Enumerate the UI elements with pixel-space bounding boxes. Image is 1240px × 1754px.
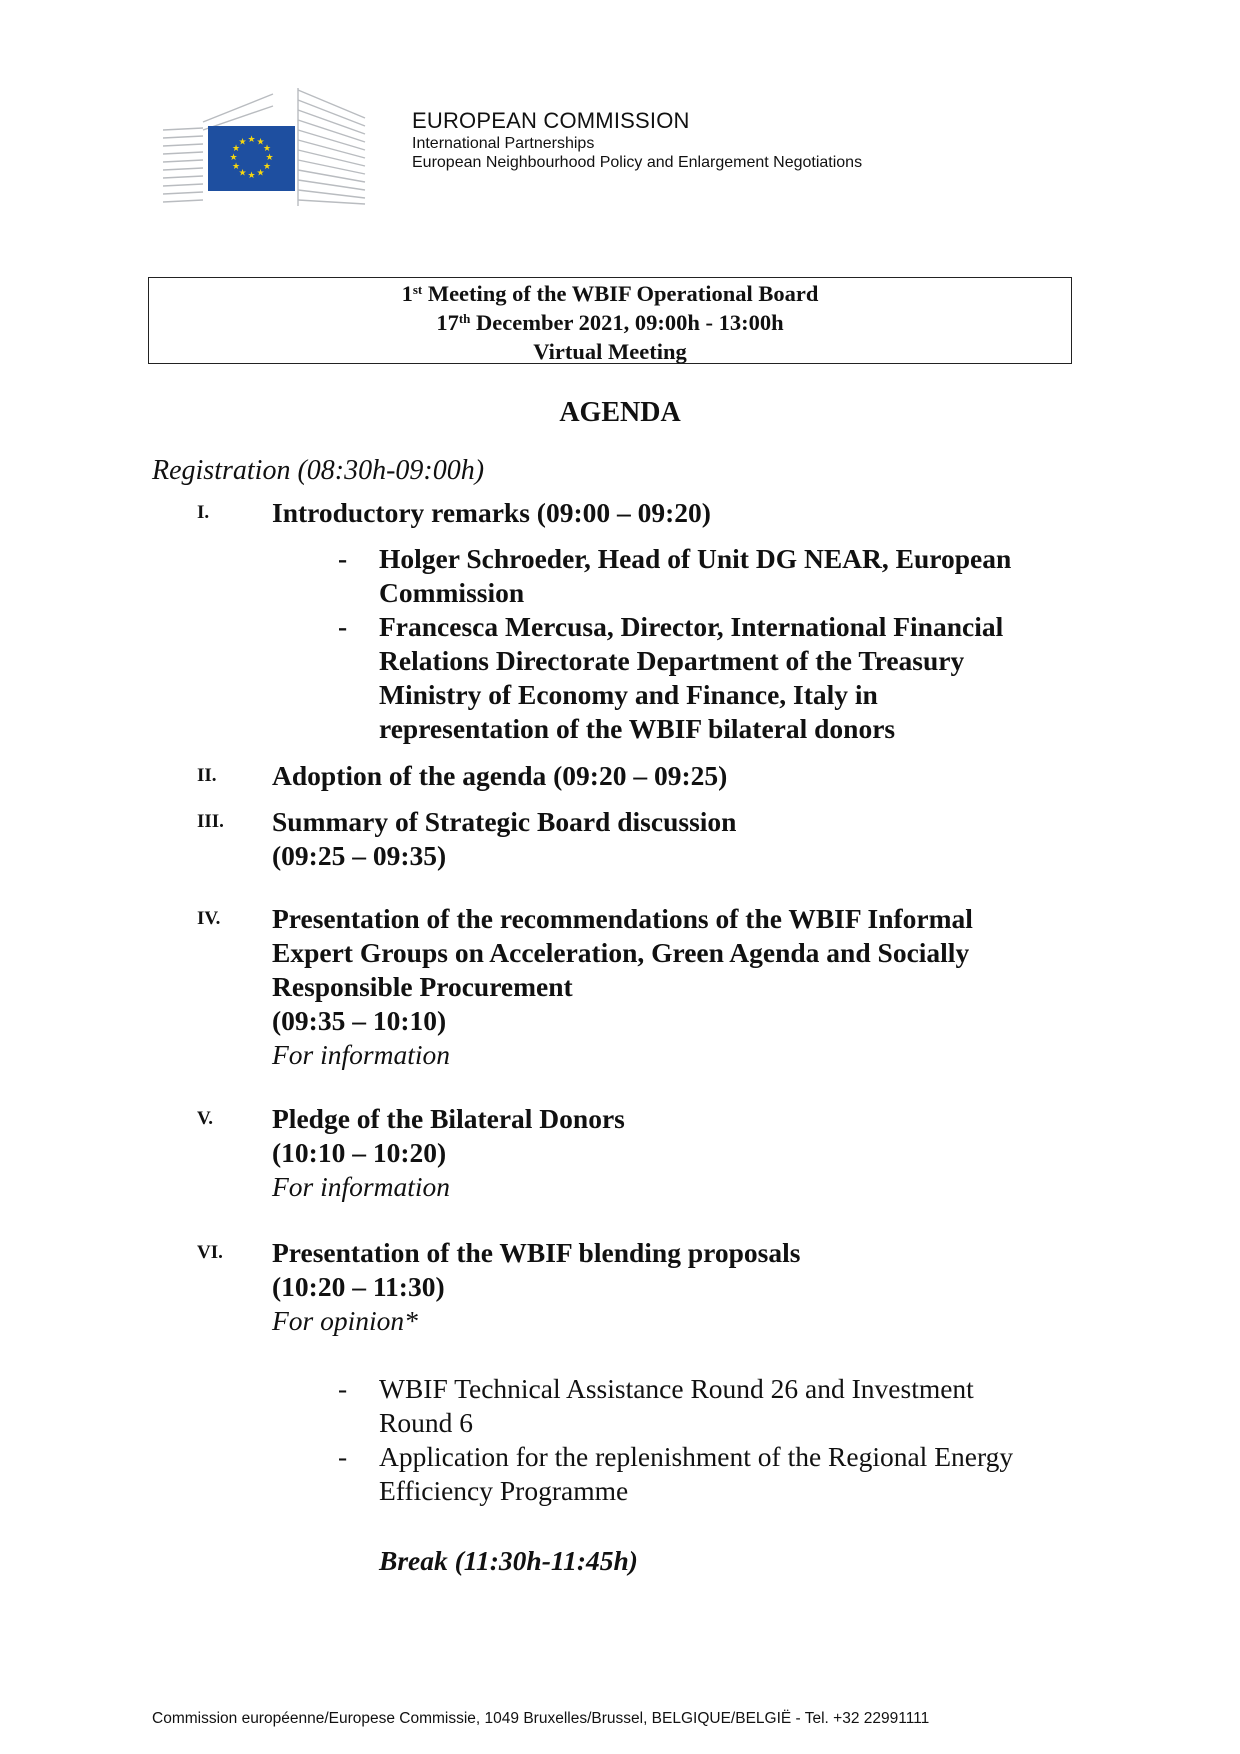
- european-commission-logo: [163, 88, 395, 206]
- item-number: V.: [197, 1108, 214, 1129]
- bullet-line: Ministry of Economy and Finance, Italy in: [379, 679, 878, 710]
- bullet-line: Francesca Mercusa, Director, International Financial: [379, 611, 1004, 642]
- svg-text:★: ★: [262, 144, 272, 154]
- break-time: Break (11:30h-11:45h): [379, 1545, 638, 1576]
- item-title: Pledge of the Bilateral Donors: [272, 1103, 625, 1134]
- bullet-dash: -: [338, 1441, 348, 1472]
- meeting-date: [149, 308, 1071, 337]
- item-number: IV.: [197, 908, 221, 929]
- organization-header: [412, 108, 862, 172]
- item-time: (10:10 – 10:20): [272, 1137, 447, 1168]
- item-time: (09:35 – 10:10): [272, 1005, 447, 1036]
- item-time: (10:20 – 11:30): [272, 1271, 445, 1302]
- item-title: Adoption of the agenda (09:20 – 09:25): [272, 760, 728, 791]
- department-line-2: European Neighbourhood Policy and Enlargement Negotiations: [412, 154, 863, 171]
- meeting-day-suffix: th: [458, 310, 471, 326]
- item-time: (09:25 – 09:35): [272, 840, 447, 871]
- page-footer: Commission européenne/Europese Commissie, 1049 Bruxelles/Brussel, BELGIQUE/BELGIË - Tel. +32 22991111: [152, 1710, 930, 1727]
- svg-text:★: ★: [238, 137, 247, 148]
- item-title: Expert Groups on Acceleration, Green Agenda and Socially: [272, 937, 970, 968]
- svg-text:★: ★: [265, 153, 274, 163]
- item-note: For information: [272, 1039, 450, 1070]
- meeting-date-text: December 2021, 09:00h - 13:00h: [470, 310, 784, 335]
- svg-text:★: ★: [262, 162, 272, 172]
- bullet-dash: -: [338, 611, 348, 642]
- bullet-dash: -: [338, 1373, 348, 1404]
- meeting-ordinal: 1: [401, 281, 413, 306]
- bullet-line: Efficiency Programme: [379, 1475, 629, 1506]
- meeting-title: [149, 279, 1071, 308]
- item-title: Presentation of the WBIF blending proposals: [272, 1237, 801, 1268]
- organization-name: EUROPEAN COMMISSION: [412, 108, 690, 133]
- item-title: Presentation of the recommendations of the WBIF Informal: [272, 903, 973, 934]
- svg-text:★: ★: [256, 137, 265, 148]
- svg-text:★: ★: [231, 162, 241, 172]
- svg-text:★: ★: [238, 168, 247, 179]
- svg-text:★: ★: [247, 171, 256, 181]
- bullet-line: Relations Directorate Department of the Treasury: [379, 645, 965, 676]
- svg-text:★: ★: [231, 144, 241, 154]
- meeting-ordinal-suffix: st: [412, 281, 423, 297]
- bullet-dash: -: [338, 543, 348, 574]
- item-number: I.: [197, 502, 210, 523]
- meeting-format: Virtual Meeting: [533, 339, 687, 364]
- item-note: For opinion*: [272, 1305, 418, 1336]
- meeting-title-text: Meeting of the WBIF Operational Board: [422, 281, 819, 306]
- bullet-line: Round 6: [379, 1407, 473, 1438]
- item-number: III.: [197, 811, 224, 832]
- meeting-day: 17: [436, 310, 459, 335]
- agenda-heading: AGENDA: [559, 397, 681, 428]
- department-line-1: International Partnerships: [412, 135, 595, 152]
- bullet-line: Application for the replenishment of the Regional Energy: [379, 1441, 1014, 1472]
- item-note: For information: [272, 1171, 450, 1202]
- bullet-line: Commission: [379, 577, 525, 608]
- registration-time: Registration (08:30h-09:00h): [152, 455, 485, 486]
- item-title: Introductory remarks (09:00 – 09:20): [272, 497, 711, 528]
- item-number: VI.: [197, 1242, 223, 1263]
- bullet-line: Holger Schroeder, Head of Unit DG NEAR, European: [379, 543, 1012, 574]
- svg-text:★: ★: [229, 153, 238, 163]
- bullet-line: representation of the WBIF bilateral donors: [379, 713, 896, 744]
- svg-text:★: ★: [256, 168, 265, 179]
- item-title: Responsible Procurement: [272, 971, 573, 1002]
- meeting-info-box: [148, 277, 1072, 364]
- item-number: II.: [197, 765, 217, 786]
- bullet-line: WBIF Technical Assistance Round 26 and Investment: [379, 1373, 974, 1404]
- svg-text:★: ★: [247, 135, 256, 145]
- item-title: Summary of Strategic Board discussion: [272, 806, 737, 837]
